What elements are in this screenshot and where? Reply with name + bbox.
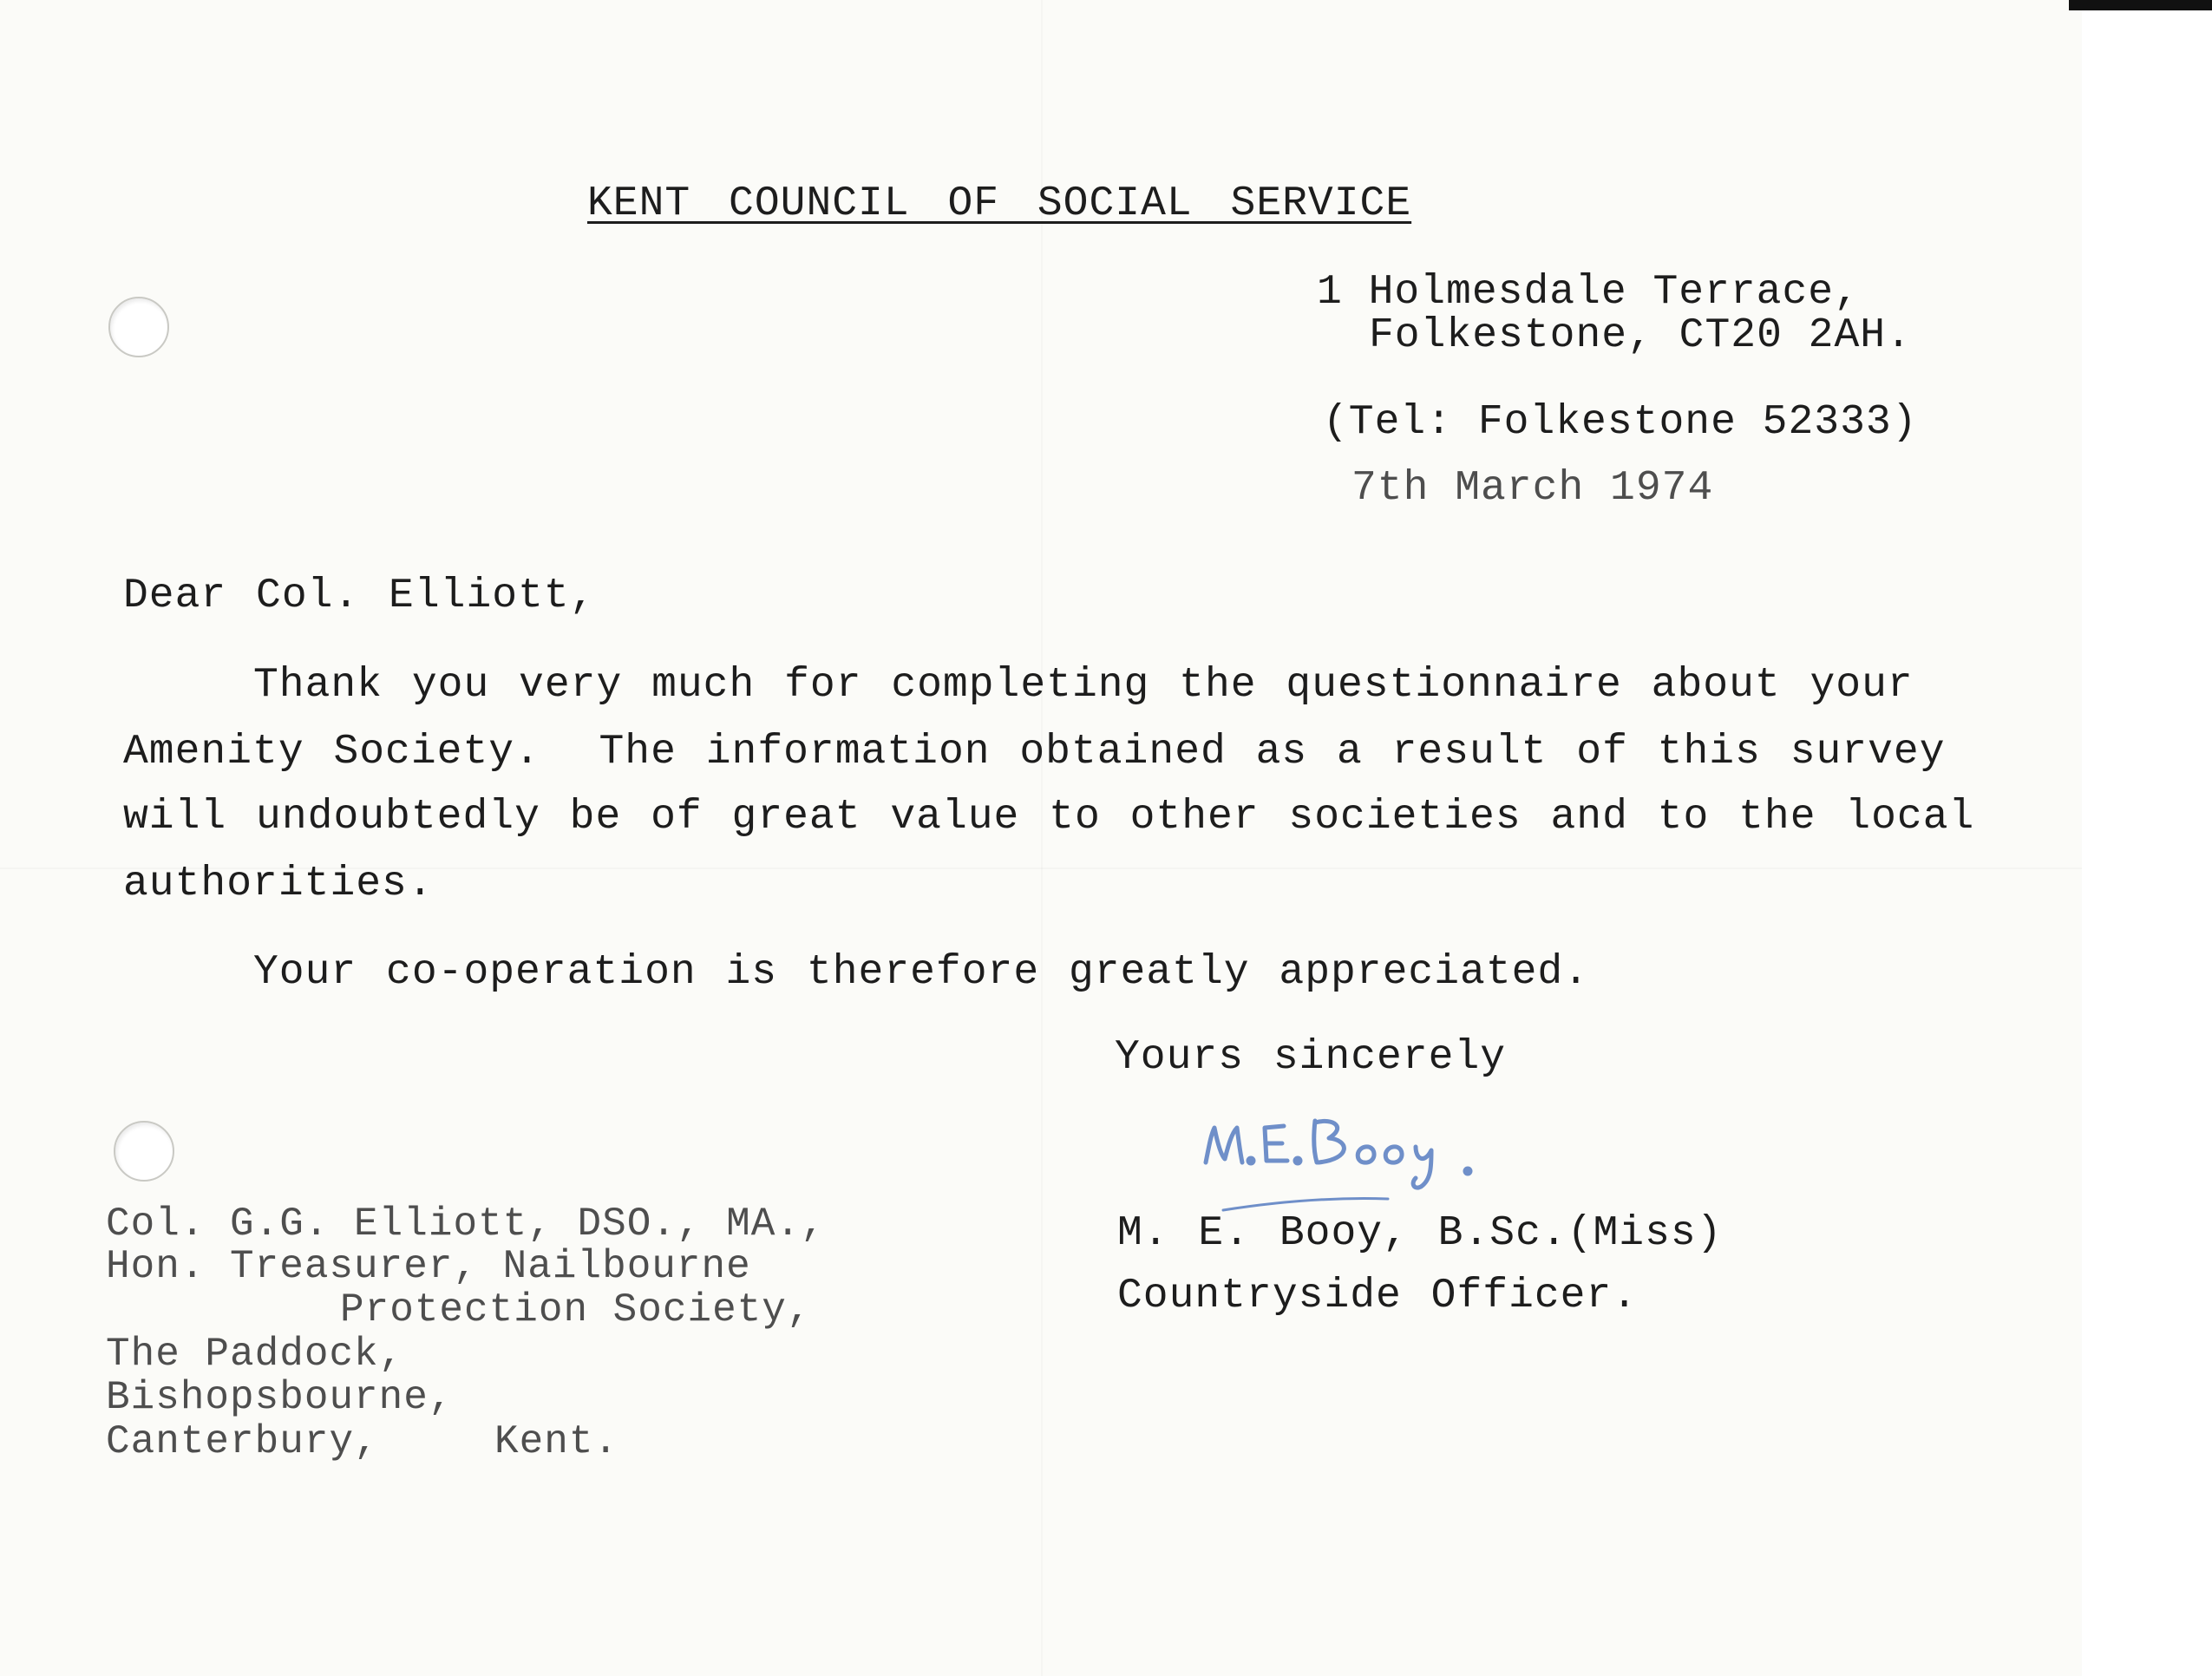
paragraph-1-line-2: Amenity Society. The information obtained as a result of this survey [123, 729, 1946, 776]
paragraph-1-line-3: will undoubtedly be of great value to other societies and to the local [123, 794, 1975, 841]
recipient-address-line-1: Col. G.G. Elliott, DSO., MA., [106, 1201, 826, 1247]
letter-date: 7th March 1974 [1351, 465, 1714, 512]
recipient-address-line-6: Canterbury, [106, 1419, 379, 1464]
recipient-address-line-5: Bishopsbourne, [106, 1375, 454, 1420]
telephone-number: (Tel: Folkestone 52333) [1323, 399, 1918, 446]
signatory-title: Countryside Officer. [1117, 1273, 1639, 1319]
salutation: Dear Col. Elliott, [123, 573, 596, 619]
recipient-address-line-3: Protection Society, [340, 1287, 812, 1332]
scan-background [2082, 0, 2212, 1676]
paragraph-1-line-4: authorities. [123, 861, 434, 907]
sender-address-line-2: Folkestone, CT20 2AH. [1369, 312, 1912, 359]
handwritten-signature [1197, 1102, 1544, 1214]
paragraph-1-line-1: Thank you very much for completing the questionnaire about your [253, 662, 1914, 709]
recipient-address-line-7: Kent. [494, 1419, 619, 1464]
closing: Yours sincerely [1115, 1034, 1507, 1081]
recipient-address-line-2: Hon. Treasurer, Nailbourne [106, 1244, 751, 1289]
letterhead-title: KENT COUNCIL OF SOCIAL SERVICE [587, 180, 1412, 227]
paragraph-2: Your co-operation is therefore greatly appreciated. [253, 949, 1590, 996]
punch-hole-top [108, 297, 169, 357]
sender-address-line-1: 1 Holmesdale Terrace, [1317, 269, 1860, 316]
punch-hole-bottom [114, 1121, 174, 1182]
recipient-address-line-4: The Paddock, [106, 1332, 404, 1377]
scan-corner-shadow [2069, 0, 2212, 10]
signatory-name: M. E. Booy, B.Sc.(Miss) [1117, 1210, 1723, 1257]
